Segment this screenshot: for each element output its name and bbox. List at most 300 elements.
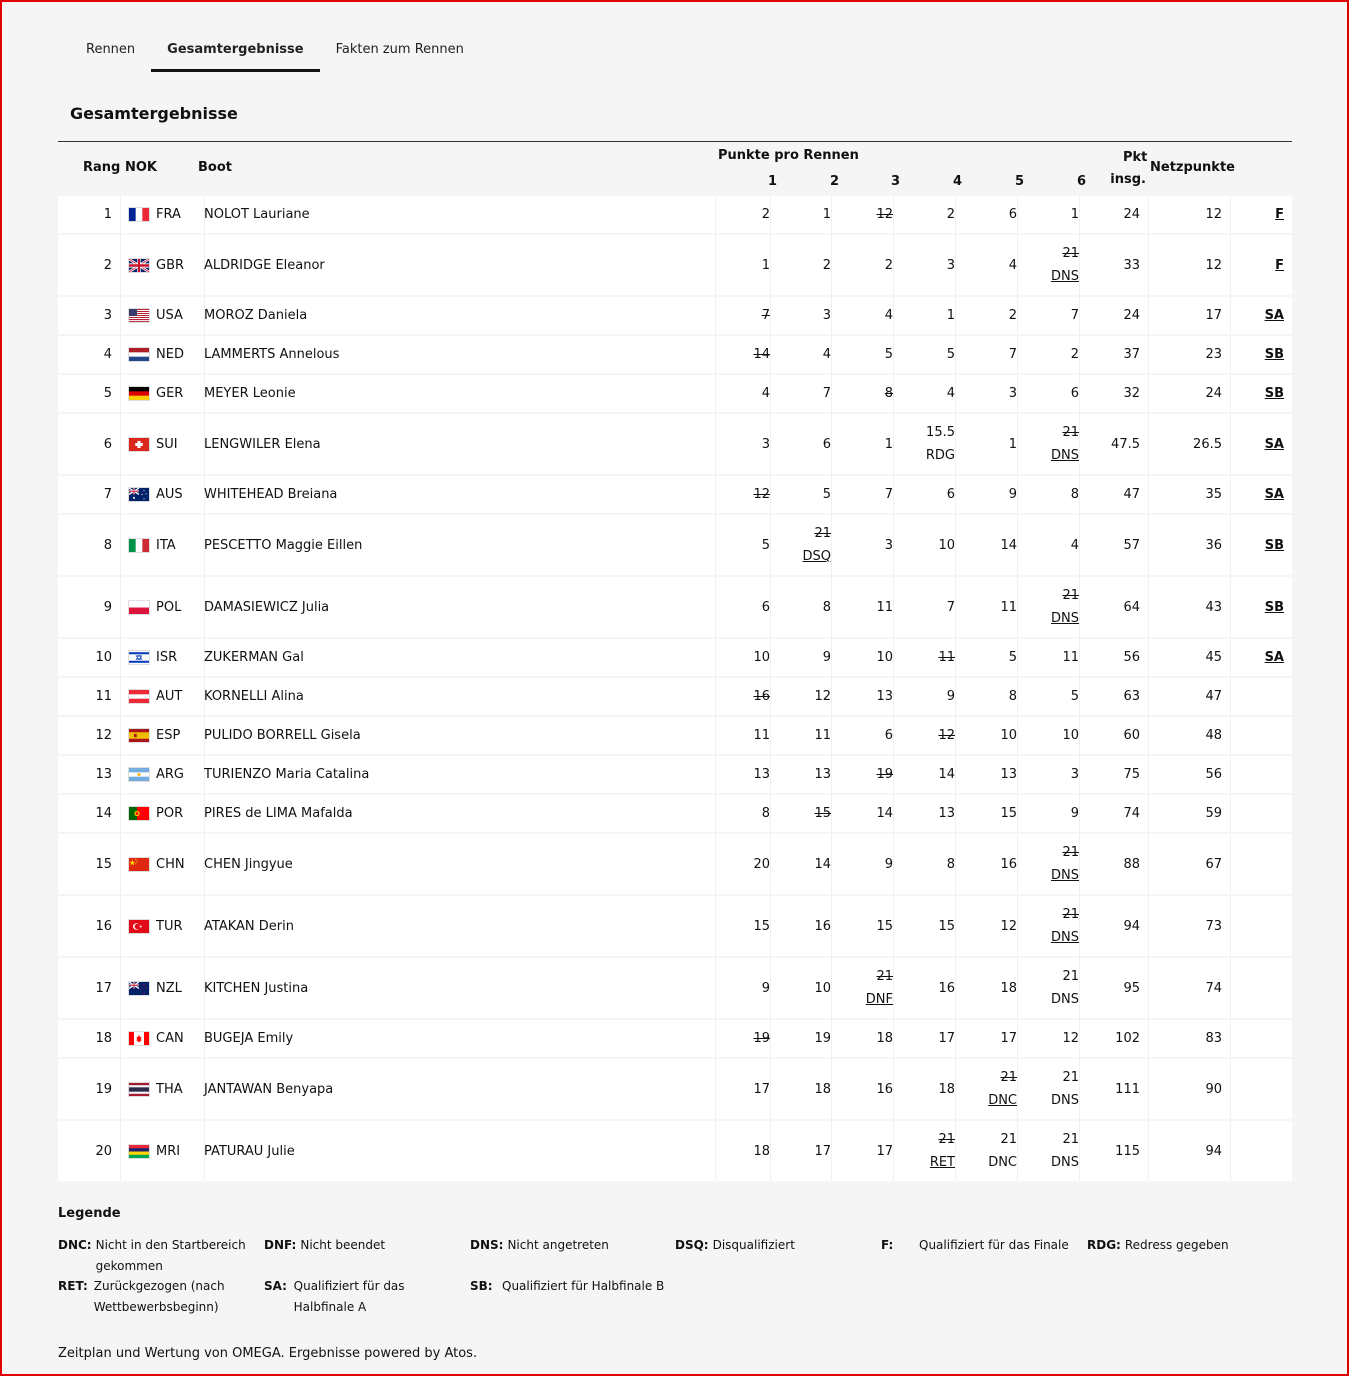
table-row[interactable] bbox=[58, 834, 1292, 894]
race-4-points bbox=[904, 476, 956, 513]
athlete-name[interactable]: WHITEHEAD Breiana bbox=[196, 476, 716, 513]
net-points: 90 bbox=[1148, 1059, 1231, 1119]
noc-cell bbox=[120, 678, 205, 715]
points-value: 9 bbox=[1008, 487, 1017, 502]
race-3-points bbox=[842, 577, 894, 637]
race-6-points bbox=[1028, 639, 1080, 676]
total-points: 32 bbox=[1088, 375, 1149, 412]
legend-text: Redress gegeben bbox=[1124, 1238, 1229, 1252]
points-value: 13 bbox=[876, 689, 893, 704]
noc-cell bbox=[120, 896, 205, 956]
header-race-2: 2 bbox=[830, 174, 840, 189]
race-6-points bbox=[1028, 717, 1080, 754]
athlete-name[interactable]: KORNELLI Alina bbox=[196, 678, 716, 715]
points-value: 8 bbox=[1070, 487, 1079, 502]
points-value: 4 bbox=[1008, 257, 1017, 273]
race-3-points bbox=[842, 717, 894, 754]
points-value: 17 bbox=[938, 1031, 955, 1046]
table-row[interactable] bbox=[58, 297, 1292, 334]
race-6-points bbox=[1028, 678, 1080, 715]
points-value: 21 bbox=[1000, 1132, 1017, 1147]
table-row[interactable] bbox=[58, 678, 1292, 715]
race-3-points bbox=[842, 375, 894, 412]
athlete-name[interactable]: ZUKERMAN Gal bbox=[196, 639, 716, 676]
points-value: 3 bbox=[946, 257, 955, 273]
points-value: 11 bbox=[814, 728, 831, 743]
penalty-code: RDG bbox=[925, 448, 955, 463]
points-value: 16 bbox=[876, 1081, 893, 1097]
points-value: 8 bbox=[822, 599, 831, 615]
total-points: 75 bbox=[1088, 756, 1149, 793]
total-points: 94 bbox=[1088, 896, 1149, 956]
noc-cell bbox=[120, 834, 205, 894]
race-1-points bbox=[715, 515, 771, 575]
flag-ger-icon bbox=[128, 386, 150, 401]
noc-code: THA bbox=[156, 1081, 183, 1097]
points-value: 19 bbox=[876, 767, 893, 782]
points-value: 12 bbox=[1000, 918, 1017, 934]
race-2-points bbox=[780, 896, 832, 956]
table-row[interactable] bbox=[58, 756, 1292, 793]
points-value: 13 bbox=[938, 806, 955, 821]
race-4-points bbox=[904, 235, 956, 295]
table-row[interactable] bbox=[58, 1020, 1292, 1057]
athlete-name[interactable]: PATURAU Julie bbox=[196, 1121, 716, 1181]
points-value: 11 bbox=[938, 650, 955, 665]
athlete-name[interactable]: ALDRIDGE Eleanor bbox=[196, 235, 716, 295]
points-value: 10 bbox=[1000, 728, 1017, 743]
table-row[interactable] bbox=[58, 795, 1292, 832]
race-5-points bbox=[966, 476, 1018, 513]
rank-cell: 19 bbox=[58, 1059, 121, 1119]
race-4-points bbox=[904, 756, 956, 793]
qualification-code: SB bbox=[1264, 599, 1284, 615]
points-value: 5 bbox=[1008, 650, 1017, 665]
legend-item bbox=[470, 1276, 670, 1297]
noc-cell bbox=[120, 1121, 205, 1181]
points-value: 11 bbox=[1000, 599, 1017, 615]
noc-cell bbox=[120, 1020, 205, 1057]
race-3-points bbox=[842, 756, 894, 793]
athlete-name[interactable]: JANTAWAN Benyapa bbox=[196, 1059, 716, 1119]
race-6-points bbox=[1028, 1121, 1080, 1181]
qualification-badge bbox=[1230, 1059, 1284, 1119]
rank-cell: 15 bbox=[58, 834, 121, 894]
points-value: 14 bbox=[1000, 537, 1017, 553]
race-1-points bbox=[715, 235, 771, 295]
qualification-code: SB bbox=[1264, 347, 1284, 362]
points-value: 16 bbox=[753, 689, 770, 704]
legend-code: F: bbox=[881, 1238, 894, 1252]
penalty-code: DNC bbox=[988, 1155, 1017, 1170]
legend-item bbox=[58, 1235, 258, 1277]
net-points: 83 bbox=[1148, 1020, 1231, 1057]
noc-code: NED bbox=[156, 347, 184, 362]
points-value: 12 bbox=[814, 689, 831, 704]
points-value: 3 bbox=[1008, 386, 1017, 401]
race-2-points bbox=[780, 795, 832, 832]
noc-code: USA bbox=[156, 308, 183, 323]
race-1-points bbox=[715, 414, 771, 474]
athlete-name[interactable]: PULIDO BORRELL Gisela bbox=[196, 717, 716, 754]
total-points: 115 bbox=[1088, 1121, 1149, 1181]
points-value: 14 bbox=[753, 347, 770, 362]
legend-text: Qualifiziert für Halbfinale B bbox=[502, 1279, 665, 1293]
qualification-badge bbox=[1230, 336, 1284, 373]
noc-code: GER bbox=[156, 386, 184, 401]
noc-code: AUS bbox=[156, 487, 183, 502]
points-value: 11 bbox=[876, 599, 893, 615]
race-5-points bbox=[966, 297, 1018, 334]
net-points: 35 bbox=[1148, 476, 1231, 513]
table-row[interactable] bbox=[58, 476, 1292, 513]
race-3-points bbox=[842, 196, 894, 233]
noc-code: POR bbox=[156, 806, 184, 821]
total-points: 37 bbox=[1088, 336, 1149, 373]
penalty-code: DNS bbox=[1051, 868, 1079, 883]
race-4-points bbox=[904, 1020, 956, 1057]
total-points: 102 bbox=[1088, 1020, 1149, 1057]
net-points: 67 bbox=[1148, 834, 1231, 894]
points-value: 17 bbox=[1000, 1031, 1017, 1046]
points-value: 1 bbox=[822, 207, 831, 222]
qualification-badge bbox=[1230, 958, 1284, 1018]
penalty-code: DNS bbox=[1051, 992, 1079, 1007]
noc-code: ISR bbox=[156, 650, 178, 665]
total-points: 63 bbox=[1088, 678, 1149, 715]
flag-nzl-icon bbox=[128, 981, 150, 996]
table-row[interactable] bbox=[58, 235, 1292, 295]
table-row[interactable] bbox=[58, 196, 1292, 233]
noc-code: SUI bbox=[156, 436, 178, 452]
points-value: 1 bbox=[1070, 207, 1079, 222]
race-6-points bbox=[1028, 336, 1080, 373]
noc-code: GBR bbox=[156, 257, 185, 273]
rank-cell: 4 bbox=[58, 336, 121, 373]
net-points: 94 bbox=[1148, 1121, 1231, 1181]
athlete-name[interactable]: CHEN Jingyue bbox=[196, 834, 716, 894]
legend-item bbox=[470, 1235, 670, 1256]
qualification-badge bbox=[1230, 756, 1284, 793]
race-5-points bbox=[966, 717, 1018, 754]
race-4-points bbox=[904, 196, 956, 233]
rank-cell: 20 bbox=[58, 1121, 121, 1181]
race-4-points bbox=[904, 515, 956, 575]
noc-cell bbox=[120, 958, 205, 1018]
race-2-points bbox=[780, 196, 832, 233]
race-4-points bbox=[904, 678, 956, 715]
table-row[interactable] bbox=[58, 414, 1292, 474]
penalty-code: DNC bbox=[988, 1093, 1017, 1108]
noc-code: ARG bbox=[156, 767, 184, 782]
points-value: 8 bbox=[761, 806, 770, 821]
legend bbox=[58, 1206, 1292, 1314]
points-value: 21 bbox=[1062, 969, 1079, 984]
race-4-points bbox=[904, 795, 956, 832]
athlete-name[interactable]: MEYER Leonie bbox=[196, 375, 716, 412]
points-value: 14 bbox=[814, 856, 831, 872]
net-points: 36 bbox=[1148, 515, 1231, 575]
flag-usa-icon bbox=[128, 308, 150, 323]
race-4-points bbox=[904, 1059, 956, 1119]
points-value: 15 bbox=[938, 918, 955, 934]
noc-cell bbox=[120, 1059, 205, 1119]
points-value: 1 bbox=[946, 308, 955, 323]
race-4-points bbox=[904, 1121, 956, 1181]
qualification-badge bbox=[1230, 678, 1284, 715]
race-1-points bbox=[715, 1059, 771, 1119]
race-5-points bbox=[966, 639, 1018, 676]
points-value: 18 bbox=[876, 1031, 893, 1046]
noc-cell bbox=[120, 375, 205, 412]
points-value: 21 bbox=[1062, 845, 1079, 860]
race-2-points bbox=[780, 958, 832, 1018]
qualification-code: SA bbox=[1264, 650, 1284, 665]
tab-rennen[interactable]: Rennen bbox=[86, 42, 136, 57]
noc-code: NZL bbox=[156, 980, 182, 996]
athlete-name[interactable]: TURIENZO Maria Catalina bbox=[196, 756, 716, 793]
points-value: 12 bbox=[876, 207, 893, 222]
points-value: 3 bbox=[884, 537, 893, 553]
tab-gesamtergebnisse[interactable]: Gesamtergebnisse bbox=[151, 36, 319, 72]
total-points: 57 bbox=[1088, 515, 1149, 575]
race-6-points bbox=[1028, 375, 1080, 412]
points-value: 4 bbox=[946, 386, 955, 401]
race-6-points bbox=[1028, 756, 1080, 793]
points-value: 16 bbox=[1000, 856, 1017, 872]
rank-cell: 10 bbox=[58, 639, 121, 676]
points-value: 19 bbox=[814, 1031, 831, 1046]
race-6-points bbox=[1028, 577, 1080, 637]
qualification-code: SB bbox=[1264, 386, 1284, 401]
rank-cell: 13 bbox=[58, 756, 121, 793]
noc-code: TUR bbox=[156, 918, 183, 934]
athlete-name[interactable]: ATAKAN Derin bbox=[196, 896, 716, 956]
points-value: 2 bbox=[884, 257, 893, 273]
total-points: 88 bbox=[1088, 834, 1149, 894]
table-row[interactable] bbox=[58, 717, 1292, 754]
flag-sui-icon bbox=[128, 437, 150, 452]
table-row[interactable] bbox=[58, 639, 1292, 676]
points-value: 18 bbox=[938, 1081, 955, 1097]
legend-text: Nicht in den Startbereich gekommen bbox=[95, 1238, 246, 1273]
race-2-points bbox=[780, 834, 832, 894]
race-3-points bbox=[842, 235, 894, 295]
table-row[interactable] bbox=[58, 336, 1292, 373]
qualification-badge bbox=[1230, 375, 1284, 412]
athlete-name[interactable]: PESCETTO Maggie Eillen bbox=[196, 515, 716, 575]
race-1-points bbox=[715, 196, 771, 233]
race-2-points bbox=[780, 1020, 832, 1057]
points-value: 5 bbox=[822, 487, 831, 502]
points-value: 7 bbox=[1070, 308, 1079, 323]
athlete-name[interactable]: BUGEJA Emily bbox=[196, 1020, 716, 1057]
race-2-points bbox=[780, 1121, 832, 1181]
points-value: 7 bbox=[761, 308, 770, 323]
noc-cell bbox=[120, 795, 205, 832]
athlete-name[interactable]: LAMMERTS Annelous bbox=[196, 336, 716, 373]
points-value: 21 bbox=[1000, 1070, 1017, 1085]
legend-text: Zurückgezogen (nach Wettbewerbsbeginn) bbox=[93, 1279, 225, 1314]
points-value: 2 bbox=[946, 207, 955, 222]
net-points: 56 bbox=[1148, 756, 1231, 793]
points-value: 10 bbox=[814, 980, 831, 996]
noc-cell bbox=[120, 476, 205, 513]
legend-code: SA: bbox=[264, 1279, 287, 1293]
flag-arg-icon bbox=[128, 767, 150, 782]
legend-code: DNF: bbox=[264, 1238, 297, 1252]
table-row[interactable] bbox=[58, 577, 1292, 637]
athlete-name[interactable]: MOROZ Daniela bbox=[196, 297, 716, 334]
race-1-points bbox=[715, 336, 771, 373]
points-value: 10 bbox=[938, 537, 955, 553]
race-5-points bbox=[966, 896, 1018, 956]
legend-item bbox=[881, 1235, 1081, 1256]
race-6-points bbox=[1028, 896, 1080, 956]
race-3-points bbox=[842, 336, 894, 373]
legend-code: DNS: bbox=[470, 1238, 504, 1252]
race-6-points bbox=[1028, 515, 1080, 575]
table-row[interactable] bbox=[58, 958, 1292, 1018]
race-1-points bbox=[715, 678, 771, 715]
points-value: 21 bbox=[1062, 1132, 1079, 1147]
header-total-bottom: insg. bbox=[1110, 172, 1146, 187]
points-value: 8 bbox=[1008, 689, 1017, 704]
athlete-name[interactable]: PIRES de LIMA Mafalda bbox=[196, 795, 716, 832]
race-1-points bbox=[715, 476, 771, 513]
net-points: 43 bbox=[1148, 577, 1231, 637]
legend-item bbox=[264, 1235, 464, 1256]
flag-tha-icon bbox=[128, 1082, 150, 1097]
total-points: 47.5 bbox=[1088, 414, 1149, 474]
points-value: 8 bbox=[946, 856, 955, 872]
race-6-points bbox=[1028, 196, 1080, 233]
race-6-points bbox=[1028, 1020, 1080, 1057]
points-value: 15.5 bbox=[926, 425, 955, 440]
race-1-points bbox=[715, 639, 771, 676]
points-value: 6 bbox=[1008, 207, 1017, 222]
noc-cell bbox=[120, 717, 205, 754]
penalty-code: DNS bbox=[1051, 1155, 1079, 1170]
penalty-code: DNS bbox=[1051, 1093, 1079, 1108]
net-points: 23 bbox=[1148, 336, 1231, 373]
total-points: 33 bbox=[1088, 235, 1149, 295]
qualification-badge bbox=[1230, 196, 1284, 233]
race-6-points bbox=[1028, 795, 1080, 832]
race-4-points bbox=[904, 336, 956, 373]
race-6-points bbox=[1028, 834, 1080, 894]
points-value: 15 bbox=[876, 918, 893, 934]
points-value: 3 bbox=[761, 436, 770, 452]
athlete-name[interactable]: KITCHEN Justina bbox=[196, 958, 716, 1018]
race-5-points bbox=[966, 196, 1018, 233]
points-value: 4 bbox=[884, 308, 893, 323]
penalty-code: DNS bbox=[1051, 448, 1079, 463]
race-4-points bbox=[904, 896, 956, 956]
athlete-name[interactable]: DAMASIEWICZ Julia bbox=[196, 577, 716, 637]
athlete-name[interactable]: NOLOT Lauriane bbox=[196, 196, 716, 233]
noc-cell bbox=[120, 297, 205, 334]
tab-fakten[interactable]: Fakten zum Rennen bbox=[335, 42, 464, 57]
points-value: 15 bbox=[753, 918, 770, 934]
rank-cell: 6 bbox=[58, 414, 121, 474]
race-3-points bbox=[842, 795, 894, 832]
legend-item bbox=[58, 1276, 258, 1318]
race-6-points bbox=[1028, 235, 1080, 295]
race-5-points bbox=[966, 1121, 1018, 1181]
race-3-points bbox=[842, 414, 894, 474]
flag-aus-icon bbox=[128, 487, 150, 502]
points-value: 21 bbox=[1062, 246, 1079, 261]
points-value: 21 bbox=[1062, 425, 1079, 440]
flag-ita-icon bbox=[128, 538, 150, 553]
header-race-1: 1 bbox=[768, 174, 778, 189]
table-body bbox=[58, 196, 1292, 1181]
qualification-code: F bbox=[1275, 207, 1284, 222]
race-1-points bbox=[715, 717, 771, 754]
flag-can-icon bbox=[128, 1031, 150, 1046]
noc-code: AUT bbox=[156, 689, 183, 704]
points-value: 9 bbox=[822, 650, 831, 665]
points-value: 4 bbox=[822, 347, 831, 362]
rank-cell: 9 bbox=[58, 577, 121, 637]
points-value: 18 bbox=[814, 1081, 831, 1097]
race-4-points bbox=[904, 414, 956, 474]
legend-code: RET: bbox=[58, 1279, 88, 1293]
race-6-points bbox=[1028, 1059, 1080, 1119]
race-4-points bbox=[904, 958, 956, 1018]
race-5-points bbox=[966, 678, 1018, 715]
athlete-name[interactable]: LENGWILER Elena bbox=[196, 414, 716, 474]
total-points: 60 bbox=[1088, 717, 1149, 754]
net-points: 24 bbox=[1148, 375, 1231, 412]
rank-cell: 18 bbox=[58, 1020, 121, 1057]
noc-cell bbox=[120, 196, 205, 233]
flag-chn-icon bbox=[128, 857, 150, 872]
rank-cell: 11 bbox=[58, 678, 121, 715]
table-row[interactable] bbox=[58, 896, 1292, 956]
penalty-code: DNS bbox=[1051, 611, 1079, 626]
net-points: 59 bbox=[1148, 795, 1231, 832]
race-4-points bbox=[904, 297, 956, 334]
qualification-badge bbox=[1230, 896, 1284, 956]
race-2-points bbox=[780, 717, 832, 754]
points-value: 6 bbox=[946, 487, 955, 502]
points-value: 5 bbox=[1070, 689, 1079, 704]
race-1-points bbox=[715, 297, 771, 334]
table-row[interactable] bbox=[58, 375, 1292, 412]
race-4-points bbox=[904, 639, 956, 676]
race-3-points bbox=[842, 639, 894, 676]
race-1-points bbox=[715, 896, 771, 956]
points-value: 15 bbox=[814, 806, 831, 821]
points-value: 13 bbox=[753, 767, 770, 782]
table-row[interactable] bbox=[58, 1059, 1292, 1119]
noc-code: POL bbox=[156, 599, 182, 615]
race-5-points bbox=[966, 336, 1018, 373]
penalty-code: DNF bbox=[865, 992, 893, 1007]
net-points: 45 bbox=[1148, 639, 1231, 676]
noc-code: CAN bbox=[156, 1031, 184, 1046]
table-row[interactable] bbox=[58, 515, 1292, 575]
points-value: 21 bbox=[1062, 1070, 1079, 1085]
table-row[interactable] bbox=[58, 1121, 1292, 1181]
points-value: 4 bbox=[1070, 537, 1079, 553]
points-value: 21 bbox=[1062, 588, 1079, 603]
flag-tur-icon bbox=[128, 919, 150, 934]
header-boat: Boot bbox=[198, 160, 232, 175]
qualification-code: SA bbox=[1264, 436, 1284, 452]
